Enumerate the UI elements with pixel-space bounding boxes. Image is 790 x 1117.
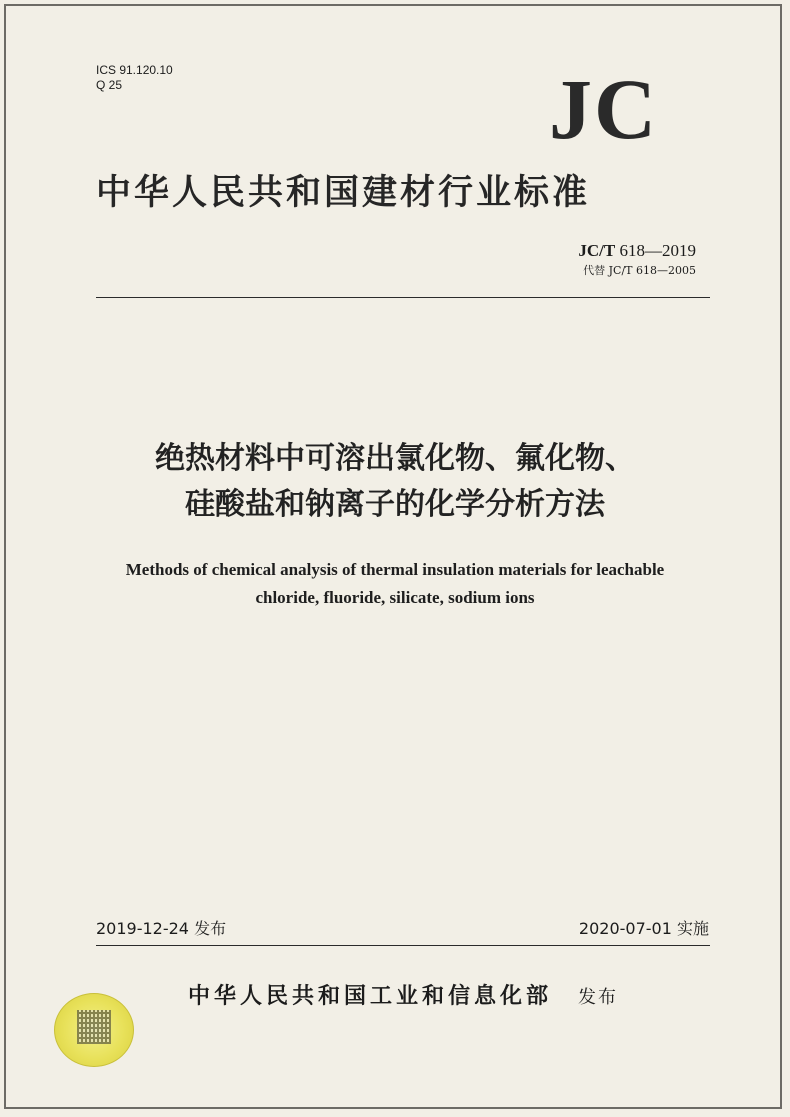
standard-number-prefix: JC/T xyxy=(578,241,616,260)
english-title-line1: Methods of chemical analysis of thermal insulation materials for leachable xyxy=(125,560,665,579)
qr-seal-sticker xyxy=(54,993,134,1067)
issue-date: 2019-12-24 发布 xyxy=(96,919,227,938)
replaces-standard: 代替 JC/T 618—2005 xyxy=(583,264,696,277)
ics-code: ICS 91.120.10 xyxy=(96,63,173,77)
classification-codes xyxy=(96,63,173,93)
footer-divider xyxy=(96,945,710,946)
publish-label: 发布 xyxy=(578,987,618,1008)
chinese-title xyxy=(60,436,730,528)
english-title xyxy=(60,556,730,612)
standard-number xyxy=(578,241,696,261)
header-divider xyxy=(96,297,710,298)
qr-code-icon xyxy=(77,1010,111,1044)
standard-number-block xyxy=(578,241,696,278)
standard-category-title: 中华人民共和国建材行业标准 xyxy=(96,173,591,213)
jc-logo: JC xyxy=(549,61,659,157)
english-title-line2: chloride, fluoride, silicate, sodium ions xyxy=(255,588,535,607)
standard-number-rest: 618—2019 xyxy=(615,241,696,260)
chinese-title-line2: 硅酸盐和钠离子的化学分析方法 xyxy=(185,487,605,522)
implementation-date: 2020-07-01 实施 xyxy=(578,919,709,938)
chinese-title-line1: 绝热材料中可溶出氯化物、氟化物、 xyxy=(155,441,635,476)
issuing-authority: 中华人民共和国工业和信息化部 xyxy=(188,984,553,1009)
ccs-code: Q 25 xyxy=(96,78,123,92)
